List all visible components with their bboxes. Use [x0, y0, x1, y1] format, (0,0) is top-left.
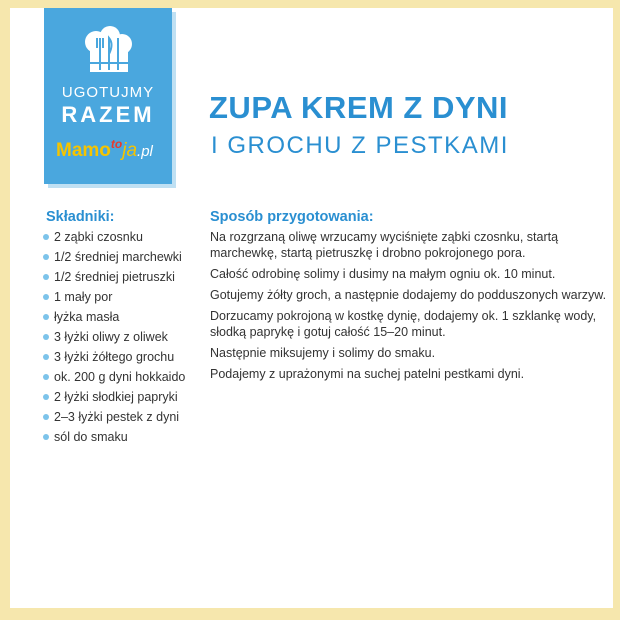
bullet-icon: [43, 254, 49, 260]
bullet-icon: [43, 414, 49, 420]
ingredient-item: 1 mały por: [43, 289, 208, 305]
bullet-icon: [43, 394, 49, 400]
bullet-icon: [43, 294, 49, 300]
logo-text-ugotujmy: UGOTUJMY: [61, 84, 155, 101]
logo-badge: [44, 8, 172, 184]
preparation-heading: Sposób przygotowania:: [210, 209, 374, 225]
ingredient-item: łyżka masła: [43, 309, 208, 325]
logo-text-razem: RAZEM: [61, 102, 155, 127]
bullet-icon: [43, 374, 49, 380]
ingredient-item: 3 łyżki żółtego grochu: [43, 349, 208, 365]
ingredient-item: sól do smaku: [43, 429, 208, 445]
preparation-step: Następnie miksujemy i solimy do smaku.: [210, 346, 436, 360]
recipe-card: [10, 8, 613, 608]
ingredient-item: 1/2 średniej marchewki: [43, 249, 208, 265]
preparation-step: Podajemy z uprażonymi na suchej patelni pestkami dyni.: [210, 367, 525, 381]
bullet-icon: [43, 274, 49, 280]
recipe-title: ZUPA KREM Z DYNI: [209, 90, 509, 125]
ingredient-item: 3 łyżki oliwy z oliwek: [43, 329, 208, 345]
preparation-step: Na rozgrzaną oliwę wrzucamy wyciśnięte ząbki czosnku, startą marchewkę, startą pietruszkę i drobno pokrojonego pora.: [210, 230, 559, 260]
ingredient-item: 2 ząbki czosnku: [43, 229, 208, 245]
ingredients-list: [43, 229, 208, 449]
bullet-icon: [43, 354, 49, 360]
chef-hat-cutlery-icon: [76, 26, 140, 76]
recipe-subtitle: I GROCHU Z PESTKAMI: [211, 132, 509, 159]
bullet-icon: [43, 334, 49, 340]
preparation-step: Całość odrobinę solimy i dusimy na małym ogniu ok. 10 minut.: [210, 267, 556, 281]
brand-logo: [56, 137, 168, 166]
preparation-step: Gotujemy żółty groch, a następnie dodajemy do podduszonych warzyw.: [210, 288, 607, 302]
bullet-icon: [43, 314, 49, 320]
ingredient-item: 2 łyżki słodkiej papryki: [43, 389, 208, 405]
ingredient-item: 2–3 łyżki pestek z dyni: [43, 409, 208, 425]
ingredient-item: ok. 200 g dyni hokkaido: [43, 369, 208, 385]
brand-to: to: [110, 137, 123, 151]
bullet-icon: [43, 434, 49, 440]
bullet-icon: [43, 234, 49, 240]
ingredient-item: 1/2 średniej pietruszki: [43, 269, 208, 285]
preparation-step: Dorzucamy pokrojoną w kostkę dynię, dodajemy ok. 1 szklankę wody, słodką paprykę i gotuj całość 15–20 minut.: [210, 309, 597, 339]
brand-mamo: Mamo: [56, 140, 111, 161]
brand-pl: .pl: [137, 143, 153, 160]
ingredients-heading: Składniki:: [46, 209, 115, 225]
preparation-steps: [210, 229, 610, 387]
brand-ja: ja: [122, 140, 138, 161]
